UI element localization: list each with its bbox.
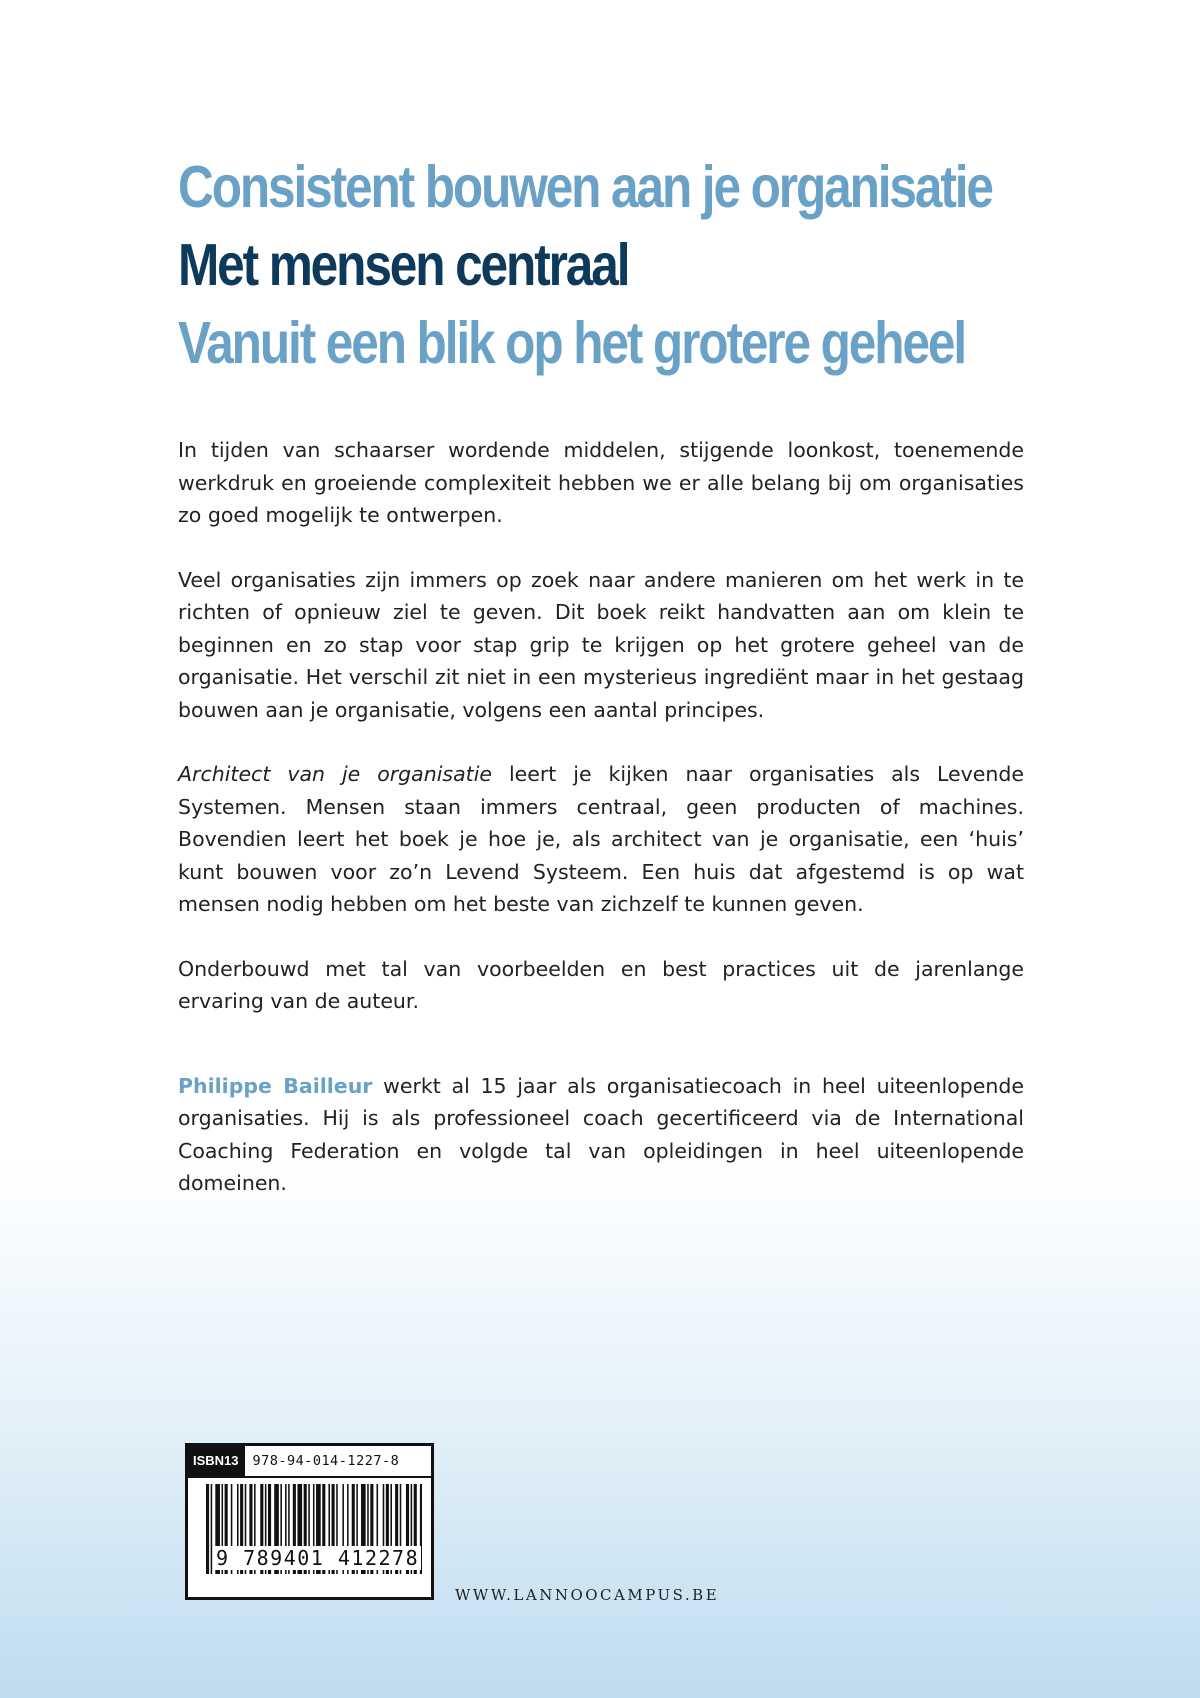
ean-digits: 9 789401 412278 (216, 1546, 420, 1570)
publisher-website: WWW.LANNOOCAMPUS.BE (455, 1586, 720, 1604)
author-name: Philippe Bailleur (178, 1073, 373, 1098)
book-title: Architect van je organisatie (178, 762, 493, 786)
blurb (178, 434, 1024, 1232)
author-bio-text: werkt al 15 jaar als organisatiecoach in heel uiteenlopende organisaties. Hij is als professioneel coach gecertificeerd via de International Coaching Federation en volgde tal van opleidingen in heel uiteenlopende domeinen. (178, 1073, 1024, 1195)
headline-line-1: Consistent bouwen aan je organisatie (178, 154, 992, 220)
paragraph-4: Onderbouwd met tal van voorbeelden en best practices uit de jarenlange ervaring van de auteur. (178, 956, 1024, 1013)
barcode-bars (206, 1484, 425, 1574)
headline-line-2: Met mensen centraal (178, 232, 629, 298)
isbn-number: 978-94-014-1227-8 (252, 1453, 400, 1469)
paragraph-2: Veel organisaties zijn immers op zoek naar andere manieren om het werk in te richten of opnieuw ziel te geven. Dit boek reikt handvatten aan om klein te beginnen en zo stap voor stap grip te krijgen op het grotere geheel van de organisatie. Het verschil zit niet in een mysterieus ingrediënt maar in het gestaag bouwen aan je organisatie, volgens een aantal principes. (178, 567, 1024, 722)
isbn-barcode (185, 1443, 434, 1600)
paragraph-1: In tijden van schaarser wordende middelen, stijgende loonkost, toenemende werkdruk en groeiende complexiteit hebben we er alle belang bij om organisaties zo goed mogelijk te ontwerpen. (178, 438, 1024, 527)
headline (178, 148, 992, 382)
headline-line-3: Vanuit een blik op het grotere geheel (178, 310, 966, 376)
paragraph-3-text: leert je kijken naar organisaties als Levende Systemen. Mensen staan immers centraal, geen producten of machines. Bovendien leert het boek je hoe je, als architect van je organisatie, een ‘huis’ kunt bouwen voor zo’n Levend Systeem. Een huis dat afgestemd is op wat mensen nodig hebben om het beste van zichzelf te kunnen geven. (178, 762, 1024, 916)
isbn-row (188, 1446, 431, 1478)
isbn-label: ISBN13 (188, 1446, 245, 1476)
paragraph-3 (178, 758, 1024, 921)
author-bio (178, 1070, 1024, 1200)
barcode-bar (206, 1484, 209, 1574)
barcode-bar (211, 1484, 213, 1574)
